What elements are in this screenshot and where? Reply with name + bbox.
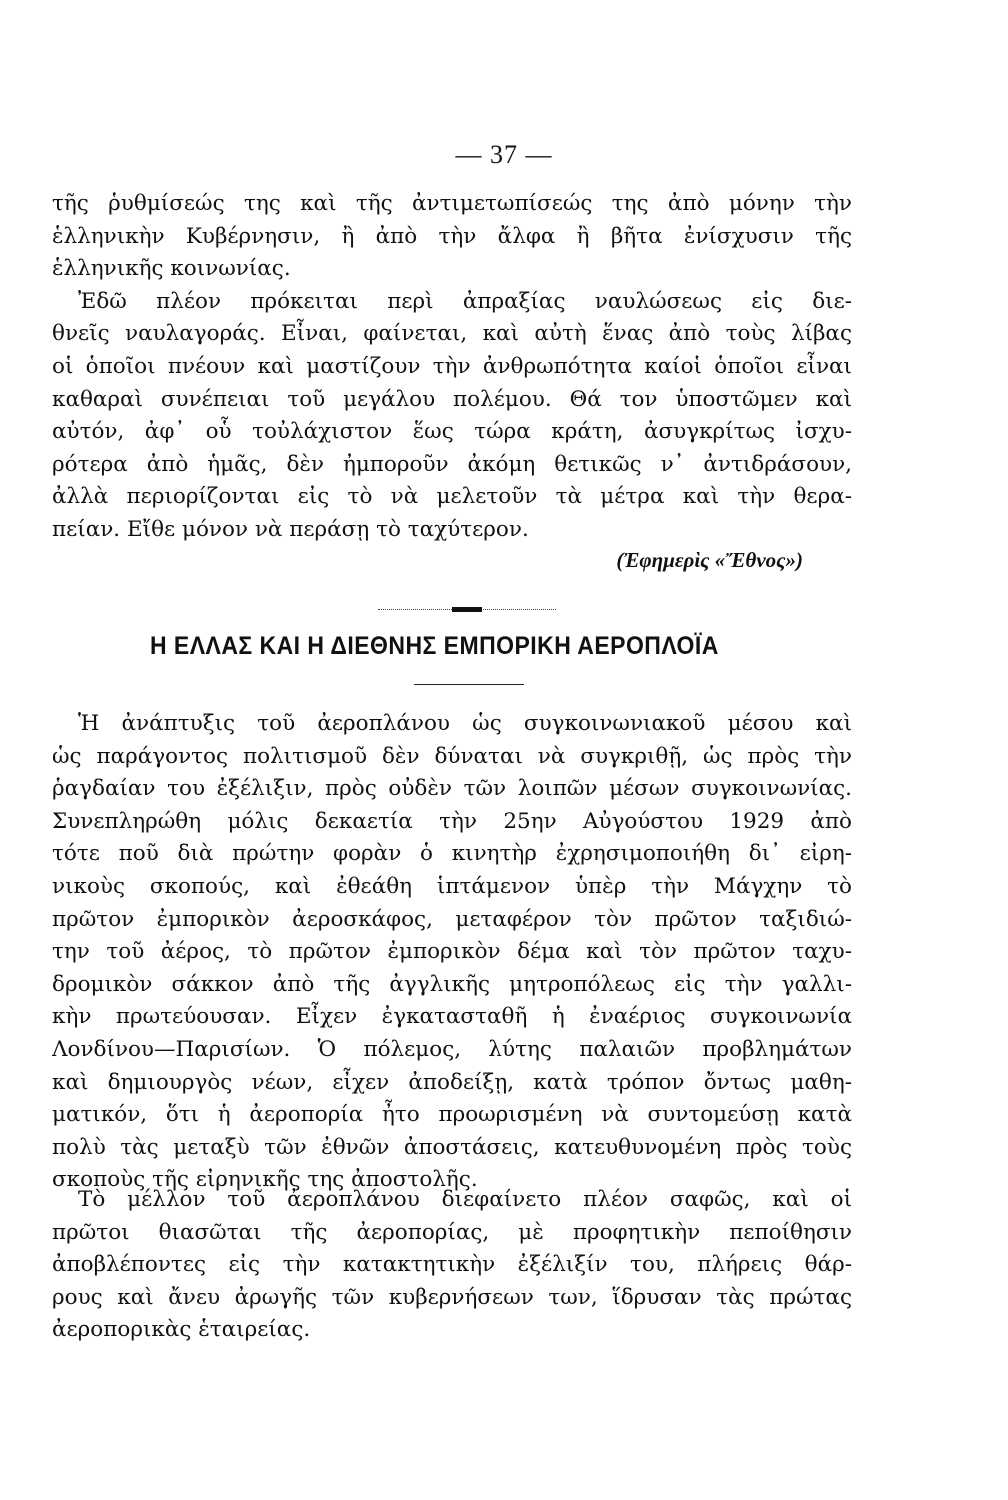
text-line: ὡς παράγοντος πολιτισμοῦ δὲν δύναται νὰ συγκριθῇ, ὡς πρὸς τὴν xyxy=(52,743,852,769)
text-line: πρῶτοι θιασῶται τῆς ἀεροπορίας, μὲ προφητικὴν πεποίθησιν xyxy=(52,1219,852,1245)
text-line: πείαν. Εἴθε μόνον νὰ περάσῃ τὸ ταχύτερον. xyxy=(52,516,529,542)
text-line: ρους καὶ ἄνευ ἀρωγῆς τῶν κυβερνήσεων των, ἵδρυσαν τὰς πρώτας xyxy=(52,1284,852,1310)
text-line: την τοῦ ἀέρος, τὸ πρῶτον ἐμπορικὸν δέμα καὶ τὸν πρῶτον ταχυ- xyxy=(52,939,852,965)
text-line: πρῶτον ἐμπορικὸν ἀεροσκάφος, μεταφέρον τὸν πρῶτον ταξιδιώ- xyxy=(52,906,852,932)
text-line: Συνεπληρώθη μόλις δεκαετία τὴν 25ην Αὐγούστου 1929 ἀπὸ xyxy=(52,808,852,834)
text-line: ἑλληνικὴν Κυβέρνησιν, ἢ ἀπὸ τὴν ἄλφα ἢ βῆτα ἐνίσχυσιν τῆς xyxy=(52,223,852,249)
title-underline xyxy=(414,684,524,685)
text-line: κὴν πρωτεύουσαν. Εἶχεν ἐγκατασταθῆ ἡ ἐναέριος συγκοινωνία xyxy=(52,1004,852,1030)
text-line: ῥαγδαίαν του ἐξέλιξιν, πρὸς οὐδὲν τῶν λοιπῶν μέσων συγκοινωνίας. xyxy=(52,776,852,802)
paragraph-3 xyxy=(52,1184,852,1347)
text-line: Τὸ μέλλον τοῦ ἀεροπλάνου διεφαίνετο πλέον σαφῶς, καὶ οἱ xyxy=(78,1187,852,1212)
text-line: οἱ ὁποῖοι πνέουν καὶ μαστίζουν τὴν ἀνθρωπότητα καίοἱ ὁποῖοι εἶναι xyxy=(52,353,852,379)
text-line: δρομικὸν σάκκον ἀπὸ τῆς ἀγγλικῆς μητροπόλεως εἰς τὴν γαλλι- xyxy=(52,971,852,997)
section-title: Η ΕΛΛΑΣ ΚΑΙ Η ΔΙΕΘΝΗΣ ΕΜΠΟΡΙΚΗ ΑΕΡΟΠΛΟΪΑ xyxy=(150,632,719,660)
text-line: αὐτόν, ἀφ᾽ οὗ τοὐλάχιστον ἕως τώρα κράτη, ἀσυγκρίτως ἰσχυ- xyxy=(52,419,852,445)
text-line: καὶ δημιουργὸς νέων, εἶχεν ἀποδείξῃ, κατὰ τρόπον ὄντως μαθη- xyxy=(52,1069,852,1095)
text-line: ματικόν, ὅτι ἡ ἀεροπορία ἦτο προωρισμένη νὰ συντομεύσῃ κατὰ xyxy=(52,1102,852,1128)
text-line: σκοποὺς τῆς εἰρηνικῆς της ἀποστολῆς. xyxy=(52,1167,478,1193)
text-line: ἑλληνικῆς κοινωνίας. xyxy=(52,256,291,282)
paragraph-2 xyxy=(52,708,852,1197)
text-line: ἀποβλέποντες εἰς τὴν κατακτητικὴν ἐξέλιξίν του, πλήρεις θάρ- xyxy=(52,1252,852,1278)
text-line: πολὺ τὰς μεταξὺ τῶν ἐθνῶν ἀποστάσεις, κατευθυνομένη πρὸς τοὺς xyxy=(52,1134,852,1160)
text-line: Ἡ ἀνάπτυξις τοῦ ἀεροπλάνου ὡς συγκοινωνιακοῦ μέσου καὶ xyxy=(78,711,852,736)
section-separator xyxy=(378,606,556,612)
source-signature: (Ἐφημερὶς «Ἔθνος») xyxy=(616,548,803,572)
text-line: τότε ποῦ διὰ πρώτην φορὰν ὁ κινητὴρ ἐχρησιμοποιήθη δι᾽ εἰρη- xyxy=(52,841,852,867)
text-line: ἀλλὰ περιορίζονται εἰς τὸ νὰ μελετοῦν τὰ μέτρα καὶ τὴν θερα- xyxy=(52,484,852,510)
paragraph-1 xyxy=(52,188,852,547)
separator-bar xyxy=(452,607,482,612)
page-number: — 37 — xyxy=(455,140,553,169)
text-line: θνεῖς ναυλαγοράς. Εἶναι, φαίνεται, καὶ αὐτὴ ἕνας ἀπὸ τοὺς λίβας xyxy=(52,321,852,347)
text-line: ἀεροπορικὰς ἑταιρείας. xyxy=(52,1317,311,1343)
text-line: καθαραὶ συνέπειαι τοῦ μεγάλου πολέμου. Θά τον ὑποστῶμεν καὶ xyxy=(52,386,852,412)
text-line: τῆς ῥυθμίσεώς της καὶ τῆς ἀντιμετωπίσεώς της ἀπὸ μόνην τὴν xyxy=(52,191,852,216)
text-line: Ἐδῶ πλέον πρόκειται περὶ ἀπραξίας ναυλώσεως εἰς διε- xyxy=(78,288,852,314)
text-line: ρότερα ἀπὸ ἡμᾶς, δὲν ἠμποροῦν ἀκόμη θετικῶς ν᾽ ἀντιδράσουν, xyxy=(52,451,852,477)
text-line: νικοὺς σκοπούς, καὶ ἐθεάθη ἱπτάμενον ὑπὲρ τὴν Μάγχην τὸ xyxy=(52,873,852,899)
text-line: Λονδίνου—Παρισίων. Ὁ πόλεμος, λύτης παλαιῶν προβλημάτων xyxy=(52,1036,852,1062)
